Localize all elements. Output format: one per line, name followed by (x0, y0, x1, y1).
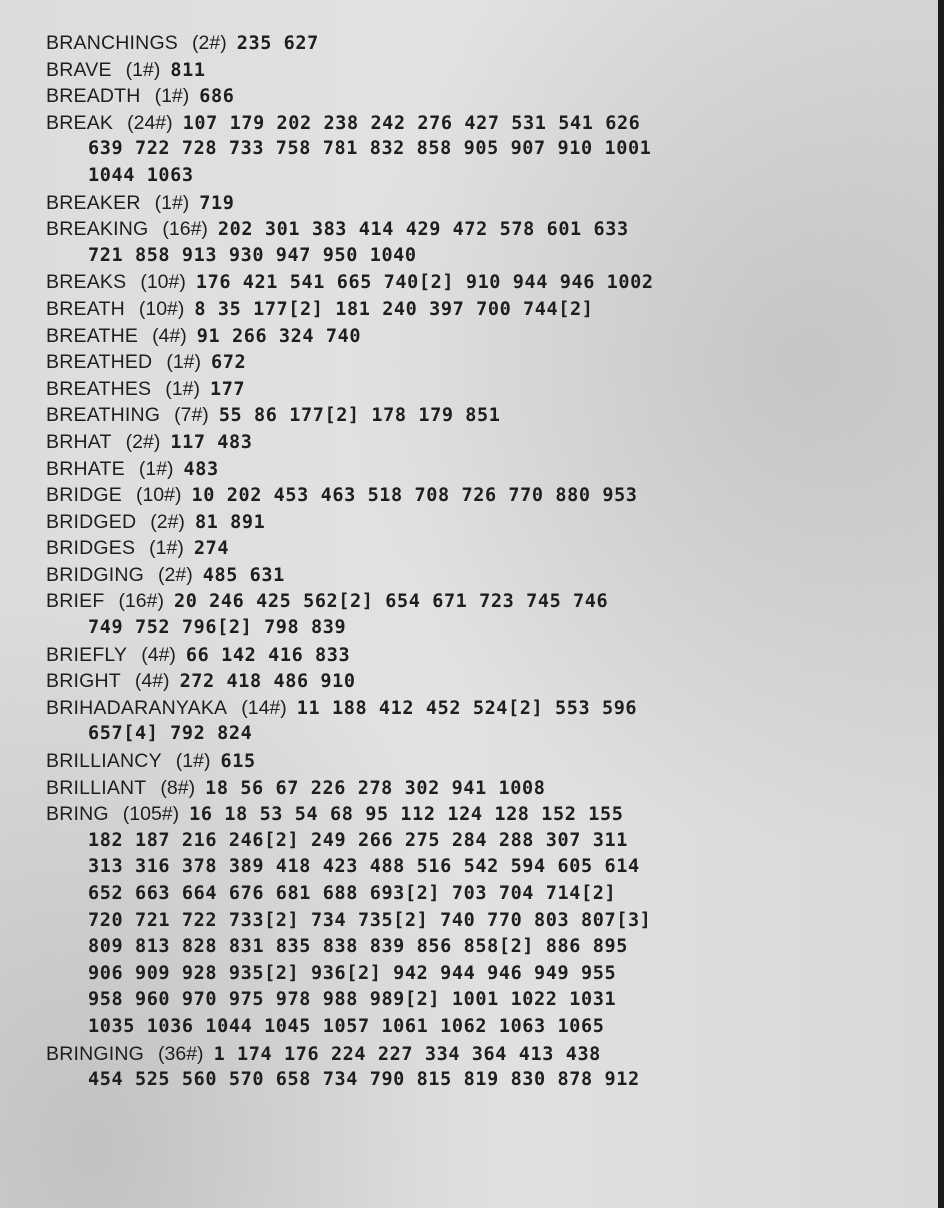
entry-page-refs: 202 301 383 414 429 472 578 601 633 (217, 219, 629, 241)
entry-first-line (46, 562, 906, 589)
word-index-list (46, 30, 906, 1094)
entry-term: BREAKS (46, 271, 127, 294)
index-entry (46, 269, 906, 296)
entry-count: (4#) (141, 643, 176, 666)
entry-term: BRHAT (46, 430, 112, 453)
entry-count: (1#) (166, 351, 202, 374)
entry-continuation-line (46, 854, 906, 881)
entry-term: BREAKING (46, 218, 149, 241)
entry-page-refs: 107 179 202 238 242 276 427 531 541 626 (182, 112, 641, 134)
entry-first-line (46, 775, 906, 802)
entry-continuation-line (46, 908, 906, 935)
index-entry (46, 83, 906, 110)
entry-page-refs: 81 891 (194, 511, 266, 533)
entry-continuation-line (46, 934, 906, 961)
entry-term: BRHATE (46, 457, 125, 480)
entry-first-line (46, 456, 906, 483)
entry-first-line (46, 695, 906, 722)
entry-count: (7#) (174, 404, 209, 427)
entry-page-refs: 720 721 722 733[2] 734 735[2] 740 770 803 807[3] (88, 909, 652, 931)
index-entry (46, 402, 906, 429)
index-entry (46, 190, 906, 217)
index-entry (46, 535, 906, 562)
entry-count: (2#) (158, 563, 193, 586)
entry-term: BRIDGED (46, 510, 137, 533)
entry-term: BREATHE (46, 324, 139, 347)
entry-page-refs: 91 266 324 740 (196, 325, 362, 347)
index-entry (46, 588, 906, 641)
entry-term: BRIDGES (46, 537, 136, 560)
entry-page-refs: 657[4] 792 824 (88, 723, 253, 745)
entry-page-refs: 906 909 928 935[2] 936[2] 942 944 946 949 955 (88, 962, 617, 984)
entry-first-line (46, 376, 906, 403)
entry-page-refs: 639 722 728 733 758 781 832 858 905 907 910 1001 (88, 138, 652, 160)
entry-page-refs: 672 (211, 352, 247, 374)
entry-continuation-line (46, 961, 906, 988)
index-entry (46, 216, 906, 269)
entry-count: (2#) (125, 430, 161, 453)
entry-count: (1#) (138, 457, 174, 480)
entry-count: (16#) (162, 218, 208, 241)
entry-count: (10#) (138, 297, 185, 320)
entry-first-line (46, 323, 906, 350)
index-entry (46, 57, 906, 84)
entry-term: BREADTH (46, 85, 141, 108)
index-entry (46, 642, 906, 669)
index-entry (46, 30, 906, 57)
entry-first-line (46, 482, 906, 509)
entry-continuation-line (46, 721, 906, 748)
entry-count: (2#) (150, 510, 185, 533)
entry-first-line (46, 296, 906, 323)
entry-page-refs: 809 813 828 831 835 838 839 856 858[2] 886 895 (88, 936, 628, 958)
index-entry (46, 349, 906, 376)
entry-term: BREATHING (46, 404, 161, 427)
entry-first-line (46, 748, 906, 775)
entry-term: BREATHED (46, 351, 153, 374)
entry-continuation-line (46, 1014, 906, 1041)
entry-page-refs: 483 (183, 458, 219, 480)
entry-term: BRINGING (46, 1042, 145, 1065)
entry-count: (1#) (154, 191, 190, 214)
entry-first-line (46, 83, 906, 110)
index-entry (46, 323, 906, 350)
entry-term: BREATH (46, 297, 125, 320)
index-entry (46, 1041, 906, 1094)
entry-first-line (46, 349, 906, 376)
entry-count: (16#) (118, 590, 164, 613)
entry-term: BRIDGING (46, 563, 145, 586)
entry-first-line (46, 509, 906, 536)
entry-count: (36#) (158, 1042, 204, 1065)
entry-first-line (46, 801, 906, 828)
entry-count: (1#) (154, 85, 190, 108)
entry-page-refs: 1 174 176 224 227 334 364 413 438 (213, 1043, 601, 1065)
entry-first-line (46, 588, 906, 615)
entry-term: BRIHADARANYAKA (46, 696, 228, 719)
entry-first-line (46, 190, 906, 217)
entry-page-refs: 8 35 177[2] 181 240 397 700 744[2] (194, 298, 594, 320)
entry-term: BREATHES (46, 377, 152, 400)
entry-first-line (46, 402, 906, 429)
entry-term: BREAK (46, 111, 114, 134)
entry-count: (10#) (140, 271, 186, 294)
entry-page-refs: 1035 1036 1044 1045 1057 1061 1062 1063 1065 (88, 1015, 605, 1037)
page-edge-shadow (938, 0, 944, 1208)
entry-first-line (46, 216, 906, 243)
entry-page-refs: 454 525 560 570 658 734 790 815 819 830 878 912 (88, 1069, 640, 1091)
entry-page-refs: 811 (170, 59, 206, 81)
entry-first-line (46, 30, 906, 57)
entry-continuation-line (46, 881, 906, 908)
entry-count: (1#) (149, 537, 184, 560)
entry-page-refs: 1044 1063 (88, 164, 194, 186)
entry-term: BRING (46, 803, 109, 826)
entry-first-line (46, 57, 906, 84)
entry-page-refs: 117 483 (170, 431, 253, 453)
entry-count: (24#) (127, 111, 173, 134)
entry-count: (14#) (241, 696, 287, 719)
entry-page-refs: 719 (199, 192, 235, 214)
index-entry (46, 775, 906, 802)
entry-page-refs: 749 752 796[2] 798 839 (88, 617, 347, 639)
entry-continuation-line (46, 163, 906, 190)
entry-continuation-line (46, 828, 906, 855)
entry-first-line (46, 269, 906, 296)
entry-first-line (46, 429, 906, 456)
entry-page-refs: 313 316 378 389 418 423 488 516 542 594 605 614 (88, 856, 640, 878)
index-entry (46, 748, 906, 775)
entry-first-line (46, 110, 906, 137)
entry-term: BRIGHT (46, 670, 121, 693)
entry-count: (8#) (160, 776, 196, 799)
entry-page-refs: 958 960 970 975 978 988 989[2] 1001 1022 1031 (88, 989, 617, 1011)
entry-page-refs: 16 18 53 54 68 95 112 124 128 152 155 (189, 804, 624, 826)
index-entry (46, 509, 906, 536)
index-entry (46, 668, 906, 695)
entry-first-line (46, 1041, 906, 1068)
entry-page-refs: 182 187 216 246[2] 249 266 275 284 288 307 311 (88, 829, 628, 851)
entry-count: (1#) (165, 377, 200, 400)
entry-count: (1#) (125, 58, 161, 81)
entry-term: BRANCHINGS (46, 32, 179, 54)
entry-continuation-line (46, 136, 906, 163)
entry-count: (1#) (175, 750, 211, 773)
entry-page-refs: 55 86 177[2] 178 179 851 (218, 405, 501, 427)
entry-page-refs: 272 418 486 910 (179, 671, 356, 693)
entry-page-refs: 18 56 67 226 278 302 941 1008 (205, 777, 546, 799)
entry-first-line (46, 642, 906, 669)
entry-continuation-line (46, 615, 906, 642)
index-entry (46, 695, 906, 748)
index-entry (46, 801, 906, 1040)
entry-page-refs: 721 858 913 930 947 950 1040 (88, 244, 417, 266)
entry-page-refs: 235 627 (236, 33, 319, 54)
index-entry (46, 456, 906, 483)
entry-continuation-line (46, 987, 906, 1014)
entry-continuation-line (46, 1067, 906, 1094)
entry-term: BRILLIANCY (46, 750, 162, 773)
entry-count: (4#) (134, 670, 170, 693)
entry-count: (2#) (192, 32, 227, 54)
entry-page-refs: 20 246 425 562[2] 654 671 723 745 746 (173, 591, 609, 613)
entry-term: BRIEFLY (46, 643, 128, 666)
entry-page-refs: 485 631 (202, 564, 285, 586)
entry-count: (105#) (122, 803, 180, 826)
index-entry (46, 376, 906, 403)
entry-term: BRAVE (46, 58, 112, 81)
index-entry (46, 296, 906, 323)
entry-page-refs: 66 142 416 833 (185, 644, 351, 666)
entry-term: BRILLIANT (46, 776, 147, 799)
entry-count: (4#) (152, 324, 187, 347)
entry-count: (10#) (135, 484, 182, 507)
entry-first-line (46, 668, 906, 695)
index-entry (46, 482, 906, 509)
entry-page-refs: 686 (199, 86, 235, 108)
index-entry (46, 110, 906, 190)
entry-continuation-line (46, 243, 906, 270)
entry-term: BREAKER (46, 191, 141, 214)
entry-term: BRIDGE (46, 484, 122, 507)
entry-page-refs: 652 663 664 676 681 688 693[2] 703 704 714[2] (88, 883, 617, 904)
entry-first-line (46, 535, 906, 562)
entry-page-refs: 176 421 541 665 740[2] 910 944 946 1002 (195, 272, 654, 294)
entry-term: BRIEF (46, 590, 105, 613)
entry-page-refs: 274 (193, 538, 230, 560)
index-entry (46, 429, 906, 456)
entry-page-refs: 615 (220, 751, 256, 773)
entry-page-refs: 177 (209, 378, 246, 400)
entry-page-refs: 11 188 412 452 524[2] 553 596 (296, 697, 638, 719)
index-entry (46, 562, 906, 589)
entry-page-refs: 10 202 453 463 518 708 726 770 880 953 (191, 485, 638, 507)
